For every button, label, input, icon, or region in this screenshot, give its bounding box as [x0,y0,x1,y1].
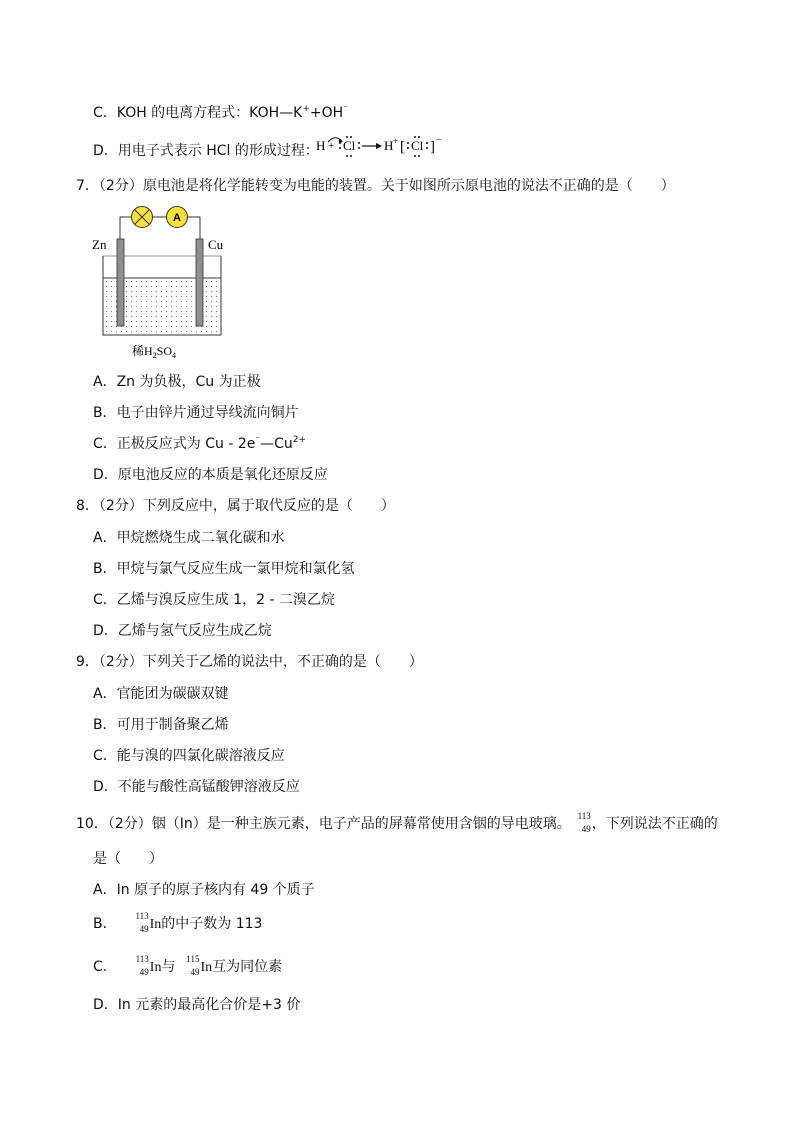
lewis-h-right: H [384,138,394,153]
q10-option-c-label: C． [93,959,117,975]
q8-option-a: A．甲烷燃烧生成二氧化碳和水 [93,530,285,546]
q7-option-c-text: C．正极反应式为 Cu - 2e [93,436,256,452]
q9-stem: 9．（2分）下列关于乙烯的说法中，不正确的是（ ） [76,654,423,670]
q10-option-b-nuclide: 113 49 [135,911,149,934]
q6-option-d [93,141,319,161]
lewis-reaction-arrowhead [376,143,382,149]
lewis-h-left: H [316,138,326,153]
q7-option-b: B．电子由锌片通过导线流向铜片 [93,405,299,421]
lewis-dot [407,147,409,149]
lewis-dot [414,155,416,157]
q8-option-b: B．甲烷与氯气反应生成一氯甲烷和氯化氢 [93,561,355,577]
zn-label: Zn [92,237,107,252]
q7-option-d: D．原电池反应的本质是氧化还原反应 [93,467,328,483]
ammeter-label: A [173,212,181,224]
lewis-dot [426,142,428,144]
lewis-cl-right: Cl [411,138,424,153]
q7-stem: 7．（2分）原电池是将化学能转变为电能的装置。关于如图所示原电池的说法不正确的是（ ） [76,178,675,194]
q7-option-c-sup1: ⁻ [255,435,261,445]
q9-option-a: A．官能团为碳碳双键 [93,686,229,702]
lewis-cl-minus: − [436,135,442,146]
wire-right [188,217,200,239]
q7-option-c [93,434,306,456]
lewis-plus: + [328,140,335,152]
cu-label: Cu [208,237,224,252]
lewis-dot [358,142,360,144]
q10-option-c-nuclide1: 113 49 [135,954,149,977]
solution-label: 稀$H_2SO_4$ [132,344,177,360]
q10-option-c-symbol1: In [149,960,162,975]
q9-option-d: D．不能与酸性高锰酸钾溶液反应 [93,779,300,795]
q6-option-c-mid: +OH [309,105,344,121]
q6-option-c-sup1: + [302,104,310,114]
q10-stem [76,812,718,836]
lewis-dot [418,155,420,157]
q10-option-c-text: 互为同位素 [212,959,283,975]
q9-option-b: B．可用于制备聚乙烯 [93,717,229,733]
q7-option-a: A．Zn 为负极，Cu 为正极 [93,374,261,390]
q10-option-b [93,912,262,936]
q10-option-b-text: 的中子数为 113 [161,916,263,932]
q6-option-c-text: C．KOH 的电离方程式：KOH—K [93,105,303,121]
lewis-cl-left: Cl [343,138,356,153]
q10-option-a: A．In 原子的原子核内有 49 个质子 [93,882,315,898]
q9-option-c: C．能与溴的四氯化碳溶液反应 [93,748,285,764]
zinc-electrode [117,239,124,326]
q6-option-c [93,103,348,125]
q10-stem-continued: 是（ ） [93,851,163,867]
q10-option-d: D．In 元素的最高化合价是+3 价 [93,997,301,1013]
q10-option-c-nuclide2: 115 49 [186,954,200,977]
hcl-formation-diagram [316,134,456,160]
lewis-h-plus: + [393,136,399,146]
q7-option-c-mid: —Cu [260,436,293,452]
galvanic-cell-figure [90,200,240,365]
q10-option-c-symbol2: In [200,960,213,975]
q10-option-c-mid: 与 [161,959,176,975]
q10-option-b-label: B． [93,916,117,932]
q10-stem-nuclide: 113 49 [577,811,591,834]
q10-stem-text: 10．（2分）铟（In）是一种主族元素，电子产品的屏幕常使用含铟的导电玻璃。 [76,816,571,832]
q8-stem: 8．（2分）下列反应中，属于取代反应的是（ ） [76,498,395,514]
q10-stem-tail: ，下列说法不正确的 [591,816,718,832]
wire-left [120,217,131,239]
lewis-bracket-right: ] [430,139,435,155]
q8-option-c: C．乙烯与溴反应生成 1，2 - 二溴乙烷 [93,592,335,608]
q10-option-b-symbol: In [149,917,162,932]
lewis-dot [358,147,360,149]
copper-electrode [196,239,203,326]
lewis-dot [350,155,352,157]
q7-option-c-sup2: 2+ [292,435,307,445]
lewis-dot [339,142,341,144]
lewis-dot [407,142,409,144]
lewis-dot [339,147,341,149]
q8-option-d: D．乙烯与氢气反应生成乙烷 [93,623,272,639]
lewis-bracket-left: [ [400,139,405,155]
q6-option-c-sup2: ⁻ [343,104,348,114]
lewis-dot [426,147,428,149]
lewis-dot [346,155,348,157]
q10-option-c [93,955,282,979]
q6-option-d-text: D．用电子式表示 HCl 的形成过程： [93,143,319,159]
